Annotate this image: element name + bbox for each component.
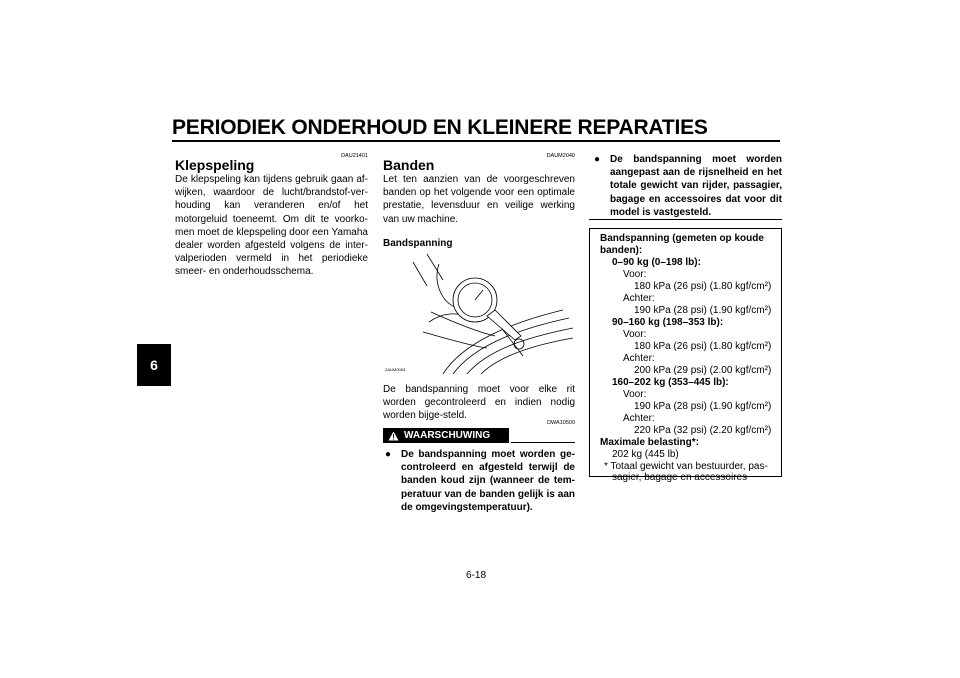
bullet-dot-icon: ● [594, 154, 601, 165]
page-number: 6-18 [466, 570, 487, 581]
chapter-tab: 6 [137, 344, 171, 386]
spec-front-label-1: Voor: [623, 269, 647, 280]
paragraph-bandspanning: De bandspanning moet voor elke rit worden gecontroleerd en indien nodig worden bijge-steld. [383, 384, 575, 422]
spec-range-3: 160–202 kg (353–445 lb): [612, 377, 729, 388]
section-code-klepspeling: DAU21401 [341, 153, 368, 159]
paragraph-banden-intro: Let ten aanzien van de voorgeschreven banden op het volgende voor een optimale prestatie, levensduur en veilige werking van uw machine. [383, 174, 575, 225]
warning-line [511, 442, 575, 443]
tire-gauge-illustration [383, 252, 575, 374]
section-code-banden: DAUM2040 [546, 153, 575, 159]
spec-footnote-line-2: sagier, bagage en accessoires [612, 472, 748, 483]
spec-rear-label-2: Achter: [623, 353, 655, 364]
spec-front-label-3: Voor: [623, 389, 647, 400]
page-title: PERIODIEK ONDERHOUD EN KLEINERE REPARATIES [172, 116, 708, 139]
warning-banner [383, 428, 575, 444]
heading-klepspeling: Klepspeling [175, 157, 255, 173]
tire-pressure-bullet-text: De bandspanning moet worden aangepast aan de rijsnelheid en het totale gewicht van rijder, passagier, bagage en accessoires dat voor dit model is vastgesteld. [610, 154, 782, 218]
spec-front-value-2: 180 kPa (26 psi) (1.80 kgf/cm²) [634, 341, 772, 352]
spec-front-value-1: 180 kPa (26 psi) (1.80 kgf/cm²) [634, 281, 772, 292]
spec-rear-value-2: 200 kPa (29 psi) (2.00 kgf/cm²) [634, 365, 772, 376]
warning-bullet-text: De bandspanning moet worden ge-controleerd en afgesteld terwijl de banden koud zijn (wanneer de tem-peratuur van de banden gelijk is aan de omgevingstemperatuur). [401, 449, 575, 513]
heading-banden: Banden [383, 157, 435, 173]
warning-code: DWA10500 [547, 420, 575, 426]
paragraph-klepspeling: De klepspeling kan tijdens gebruik gaan af-wijken, waardoor de lucht/brandstof-ver-houding kan veranderen en/of het motorgeluid toeneemt. Om dit te voorko-men moet de klepspeling door een Yamaha dealer worden afgesteld volgens de inter-valperioden vermeld in het periodieke smeer- en onderhoudsschema. [175, 174, 368, 278]
spec-max-load-value: 202 kg (445 lb) [612, 449, 679, 460]
spec-rear-value-3: 220 kPa (32 psi) (2.20 kgf/cm²) [634, 425, 772, 436]
spec-rear-label-1: Achter: [623, 293, 655, 304]
spec-front-value-3: 190 kPa (28 psi) (1.90 kgf/cm²) [634, 401, 772, 412]
spec-rear-label-3: Achter: [623, 413, 655, 424]
spec-title: Bandspanning (gemeten op koude banden): [600, 233, 764, 256]
warning-label-text: WAARSCHUWING [404, 430, 491, 441]
spec-max-load-label: Maximale belasting*: [600, 437, 699, 448]
title-rule [172, 140, 780, 142]
spec-front-label-2: Voor: [623, 329, 647, 340]
figure-code: ZAUM0063 [385, 367, 406, 372]
spec-footnote-line-1: * Totaal gewicht van bestuurder, pas- [604, 461, 768, 472]
column-rule [589, 219, 782, 220]
tire-pressure-bullet [594, 153, 782, 219]
warning-bullet [385, 448, 575, 514]
warning-label [383, 428, 509, 443]
spec-range-1: 0–90 kg (0–198 lb): [612, 257, 701, 268]
bullet-dot-icon: ● [385, 449, 392, 460]
spec-range-2: 90–160 kg (198–353 lb): [612, 317, 724, 328]
spec-rear-value-1: 190 kPa (28 psi) (1.90 kgf/cm²) [634, 305, 772, 316]
subheading-bandspanning: Bandspanning [383, 238, 453, 249]
warning-triangle-icon [388, 431, 399, 441]
